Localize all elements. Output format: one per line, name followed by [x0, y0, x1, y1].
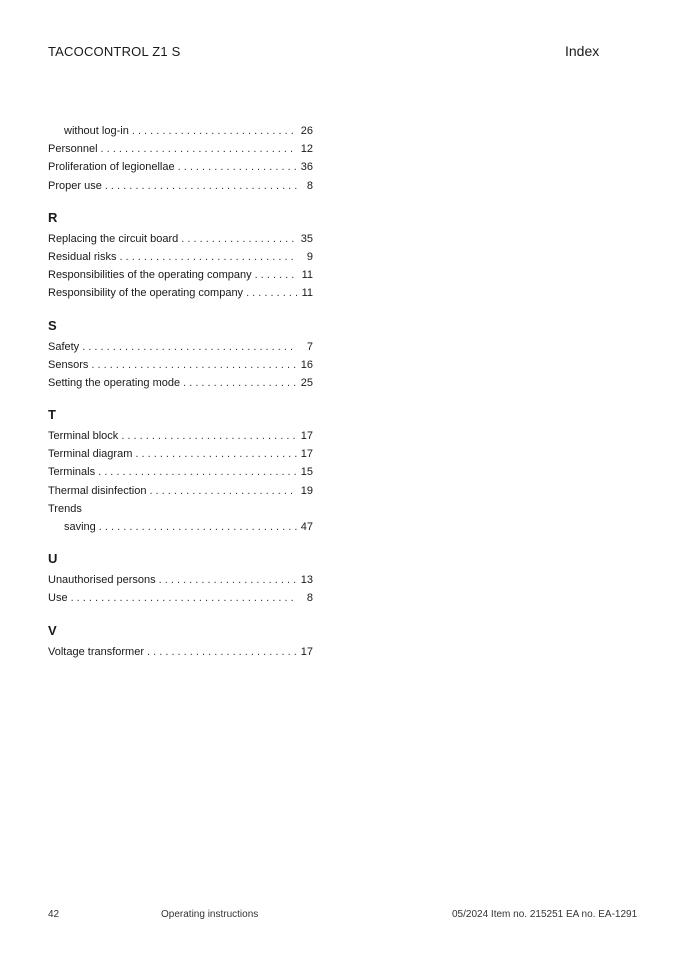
index-entry — [48, 430, 313, 448]
dot-leader — [255, 269, 297, 281]
dot-leader — [135, 448, 296, 460]
index-page: 16 — [300, 358, 313, 371]
index-page: 7 — [306, 340, 313, 353]
index-letter-heading: V — [48, 622, 57, 638]
dot-leader — [121, 430, 296, 442]
index-term: Trends — [48, 502, 82, 515]
index-page: 36 — [300, 161, 313, 174]
index-page: 25 — [300, 376, 313, 389]
footer-page-number: 42 — [48, 909, 60, 920]
index-entry — [48, 485, 313, 503]
dot-leader — [99, 521, 297, 533]
index-term: Replacing the circuit board — [48, 232, 179, 245]
index-page: 47 — [300, 521, 313, 533]
index-page: 17 — [300, 645, 313, 658]
index-page: 9 — [306, 250, 313, 263]
dot-leader — [159, 574, 297, 586]
index-letter-heading: T — [48, 407, 56, 423]
dot-leader — [91, 359, 296, 371]
index-entry — [48, 466, 313, 484]
index-list — [48, 125, 313, 664]
index-entry — [48, 574, 313, 592]
index-entry — [48, 377, 313, 395]
index-page: 8 — [306, 592, 313, 605]
dot-leader — [98, 466, 297, 478]
index-page: 19 — [300, 484, 313, 497]
dot-leader — [183, 377, 297, 389]
index-term: Responsibility of the operating company — [48, 287, 244, 300]
index-page: 35 — [300, 232, 313, 245]
index-term: without log-in — [64, 125, 129, 137]
index-entry — [48, 448, 313, 466]
header-product-name: TACOCONTROL Z1 S — [48, 44, 181, 59]
dot-leader — [178, 161, 297, 173]
footer-document-type: Operating instructions — [161, 909, 259, 920]
index-term: Voltage transformer — [48, 645, 144, 658]
index-term: Terminals — [48, 466, 96, 479]
index-term: Proliferation of legionellae — [48, 161, 175, 174]
dot-leader — [149, 485, 296, 497]
index-entry — [48, 233, 313, 251]
dot-leader — [181, 233, 297, 245]
dot-leader — [82, 341, 297, 353]
index-term: Unauthorised persons — [48, 574, 156, 587]
index-term: Thermal disinfection — [48, 484, 147, 497]
index-term: Residual risks — [48, 250, 117, 263]
index-page: 15 — [300, 466, 313, 479]
index-page: 8 — [306, 179, 313, 192]
header-section-title: Index — [565, 43, 600, 59]
index-letter-heading: U — [48, 551, 58, 567]
index-entry — [48, 359, 313, 377]
index-letter-heading: S — [48, 317, 57, 333]
dot-leader — [105, 180, 297, 192]
dot-leader — [71, 592, 297, 604]
index-term: Setting the operating mode — [48, 376, 181, 389]
dot-leader — [119, 251, 297, 263]
index-entry — [48, 143, 313, 161]
index-term: Proper use — [48, 179, 102, 192]
dot-leader — [101, 143, 297, 155]
index-entry — [48, 341, 313, 359]
index-term: Terminal diagram — [48, 448, 133, 461]
index-term: saving — [64, 521, 96, 533]
index-entry — [48, 269, 313, 287]
index-term: Responsibilities of the operating company — [48, 269, 252, 282]
index-page: 12 — [300, 143, 313, 156]
index-entry — [48, 251, 313, 269]
index-letter-heading: R — [48, 209, 58, 225]
index-entry — [48, 125, 313, 143]
index-page: 26 — [300, 125, 313, 137]
index-entry-group — [48, 503, 313, 521]
index-entry — [48, 592, 313, 610]
index-entry — [48, 521, 313, 539]
index-page: 11 — [301, 287, 313, 300]
index-term: Safety — [48, 340, 80, 353]
footer-document-reference: 05/2024 Item no. 215251 EA no. EA-1291 — [452, 909, 638, 920]
index-page: 13 — [300, 574, 313, 587]
index-term: Personnel — [48, 143, 98, 156]
index-entry — [48, 180, 313, 198]
dot-leader — [246, 287, 297, 299]
dot-leader — [147, 646, 297, 658]
index-entry — [48, 646, 313, 664]
index-page: 17 — [300, 430, 313, 443]
index-term: Use — [48, 592, 68, 605]
index-term: Terminal block — [48, 430, 119, 443]
dot-leader — [132, 125, 297, 137]
index-page: 11 — [301, 269, 313, 282]
index-term: Sensors — [48, 358, 89, 371]
index-entry — [48, 287, 313, 305]
index-entry — [48, 161, 313, 179]
index-page: 17 — [300, 448, 313, 461]
